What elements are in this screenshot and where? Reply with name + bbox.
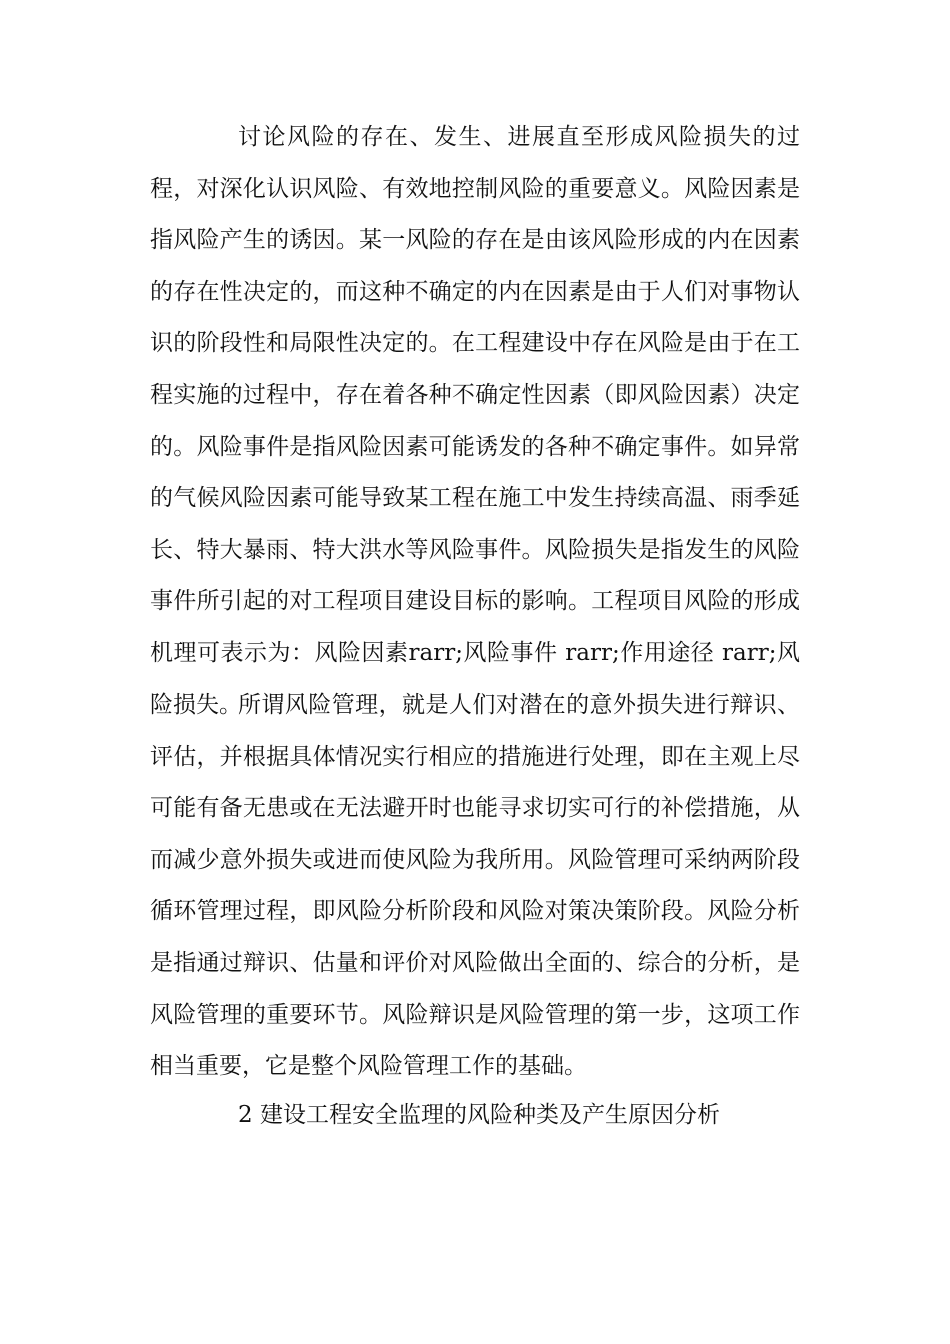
body-paragraph: 所谓风险管理，就是人们对潜在的意外损失进行辩识、评估，并根据具体情况实行相应的措施进行处理，即在主观上尽可能有备无患或在无法避开时也能寻求切实可行的补偿措施，从而减少意外损失或进而使风险为我所用。风险管理可采纳两阶段循环管理过程，即风险分析阶段和风险对策决策阶段。风险分析是指通过辩识、估量和评价对风险做出全面的、综合的分析，是风险管理的重要环节。风险辩识是风险管理的第一步，这项工作相当重要，它是整个风险管理工作的基础。 <box>150 692 800 1080</box>
section-heading: 2 建设工程安全监理的风险种类及产生原因分析 <box>238 1102 720 1128</box>
body-paragraph: 讨论风险的存在、发生、进展直至形成风险损失的过程，对深化认识风险、有效地控制风险的重要意义。风险因素是指风险产生的诱因。某一风险的存在是由该风险形成的内在因素的存在性决定的，而这种不确定的内在因素是由于人们对事物认识的阶段性和局限性决定的。在工程建设中存在风险是由于在工程实施的过程中，存在着各种不确定性因素（即风险因素）决定的。风险事件是指风险因素可能诱发的各种不确定事件。如异常的气候风险因素可能导致某工程在施工中发生持续高温、雨季延长、特大暴雨、特大洪水等风险事件。风险损失是指发生的风险事件所引起的对工程项目建设目标的影响。工程项目风险的形成机理可表示为：风险因素rarr;风险事件 rarr;作用途径 rarr;风险损失。 <box>150 124 800 718</box>
